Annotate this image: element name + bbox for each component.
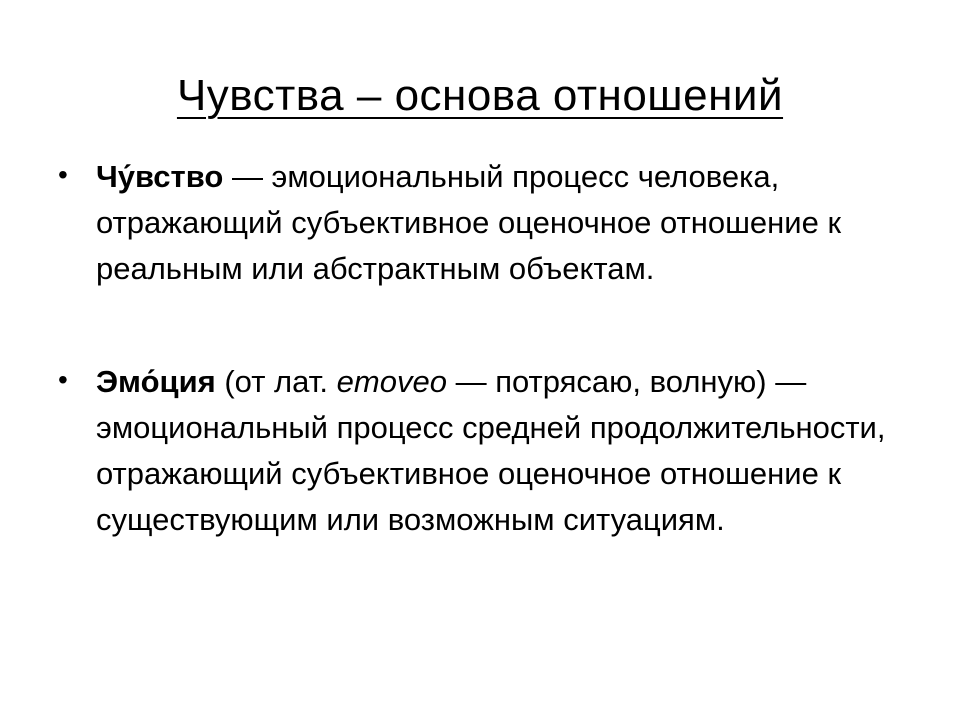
bullet-list <box>58 154 948 543</box>
emotion-etymology-suffix: — потрясаю, волную) — <box>446 364 807 399</box>
slide-title <box>0 66 960 126</box>
bullet-feeling <box>58 154 948 292</box>
emotion-latin-word: emoveo <box>336 364 447 399</box>
feeling-definition: — эмоциональный процесс человека, отражающий субъективное оценочное отношение к реальным или абстрактным объектам. <box>96 159 842 286</box>
emotion-etymology-prefix: (от лат. <box>215 364 337 399</box>
emotion-term: Эмо́ция <box>96 364 216 399</box>
emotion-definition: эмоциональный процесс средней продолжительности, отражающий субъективное оценочное отношение к существующим или возможным ситуациям. <box>96 410 886 537</box>
feeling-term: Чу́вство <box>96 159 224 194</box>
bullet-icon: • <box>58 364 68 395</box>
bullet-emotion <box>58 359 948 543</box>
slide-title-text: Чувства – основа отношений <box>176 71 784 120</box>
bullet-icon: • <box>58 159 68 190</box>
